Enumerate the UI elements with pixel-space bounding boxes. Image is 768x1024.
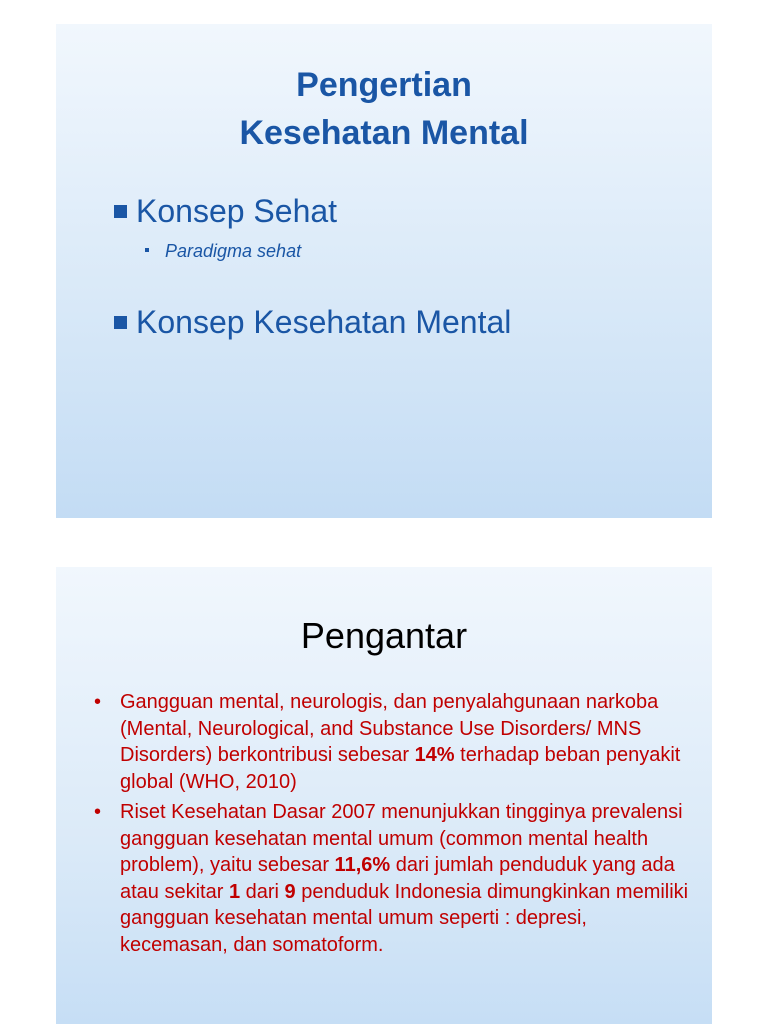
list-item xyxy=(94,799,694,958)
list-item xyxy=(94,689,694,795)
item-text: Riset Kesehatan Dasar 2007 menunjukkan tingginya prevalensi gangguan kesehatan mental umum (common mental health problem), yaitu sebesar xyxy=(120,801,683,876)
highlight-value: 11,6% xyxy=(334,854,391,876)
slide-1-title-line-2: Kesehatan Mental xyxy=(239,114,529,152)
slide-1-title xyxy=(56,61,712,157)
slide-2 xyxy=(56,567,712,1024)
sub-bullet-paradigma-sehat xyxy=(145,240,301,262)
bullet-label: Konsep Sehat xyxy=(136,193,338,229)
highlight-value: 9 xyxy=(284,880,296,903)
item-text: Gangguan mental, neurologis, dan penyalahgunaan narkoba (Mental, Neurological, and Substance Use Disorders/ MNS Disorders) berkontribusi sebesar xyxy=(120,691,659,766)
square-bullet-icon xyxy=(114,205,127,218)
bullet-dot-icon: • xyxy=(94,801,102,823)
sub-bullet-label: Paradigma sehat xyxy=(165,241,302,261)
small-square-bullet-icon xyxy=(145,248,149,252)
item-text: dari xyxy=(240,880,285,903)
bullet-label: Konsep Kesehatan Mental xyxy=(136,304,512,340)
bullet-konsep-sehat xyxy=(114,192,337,230)
item-text: terhadap beban penyakit global (WHO, 2010) xyxy=(120,744,681,793)
item-text: dari jumlah penduduk yang ada atau sekitar xyxy=(120,854,675,903)
bullet-dot-icon: • xyxy=(94,691,102,713)
bullet-konsep-kesehatan-mental xyxy=(114,303,511,341)
highlight-value: 1 xyxy=(228,880,241,903)
slide-1-title-line-1: Pengertian xyxy=(296,66,472,104)
highlight-value: 14% xyxy=(414,744,455,766)
square-bullet-icon xyxy=(114,316,127,329)
item-text: penduduk Indonesia dimungkinkan memiliki gangguan kesehatan mental umum seperti : depresi, kecemasan, dan somatoform. xyxy=(120,880,689,956)
slide-1 xyxy=(56,24,712,518)
bullet-list xyxy=(94,689,694,962)
slide-2-title: Pengantar xyxy=(300,615,468,656)
